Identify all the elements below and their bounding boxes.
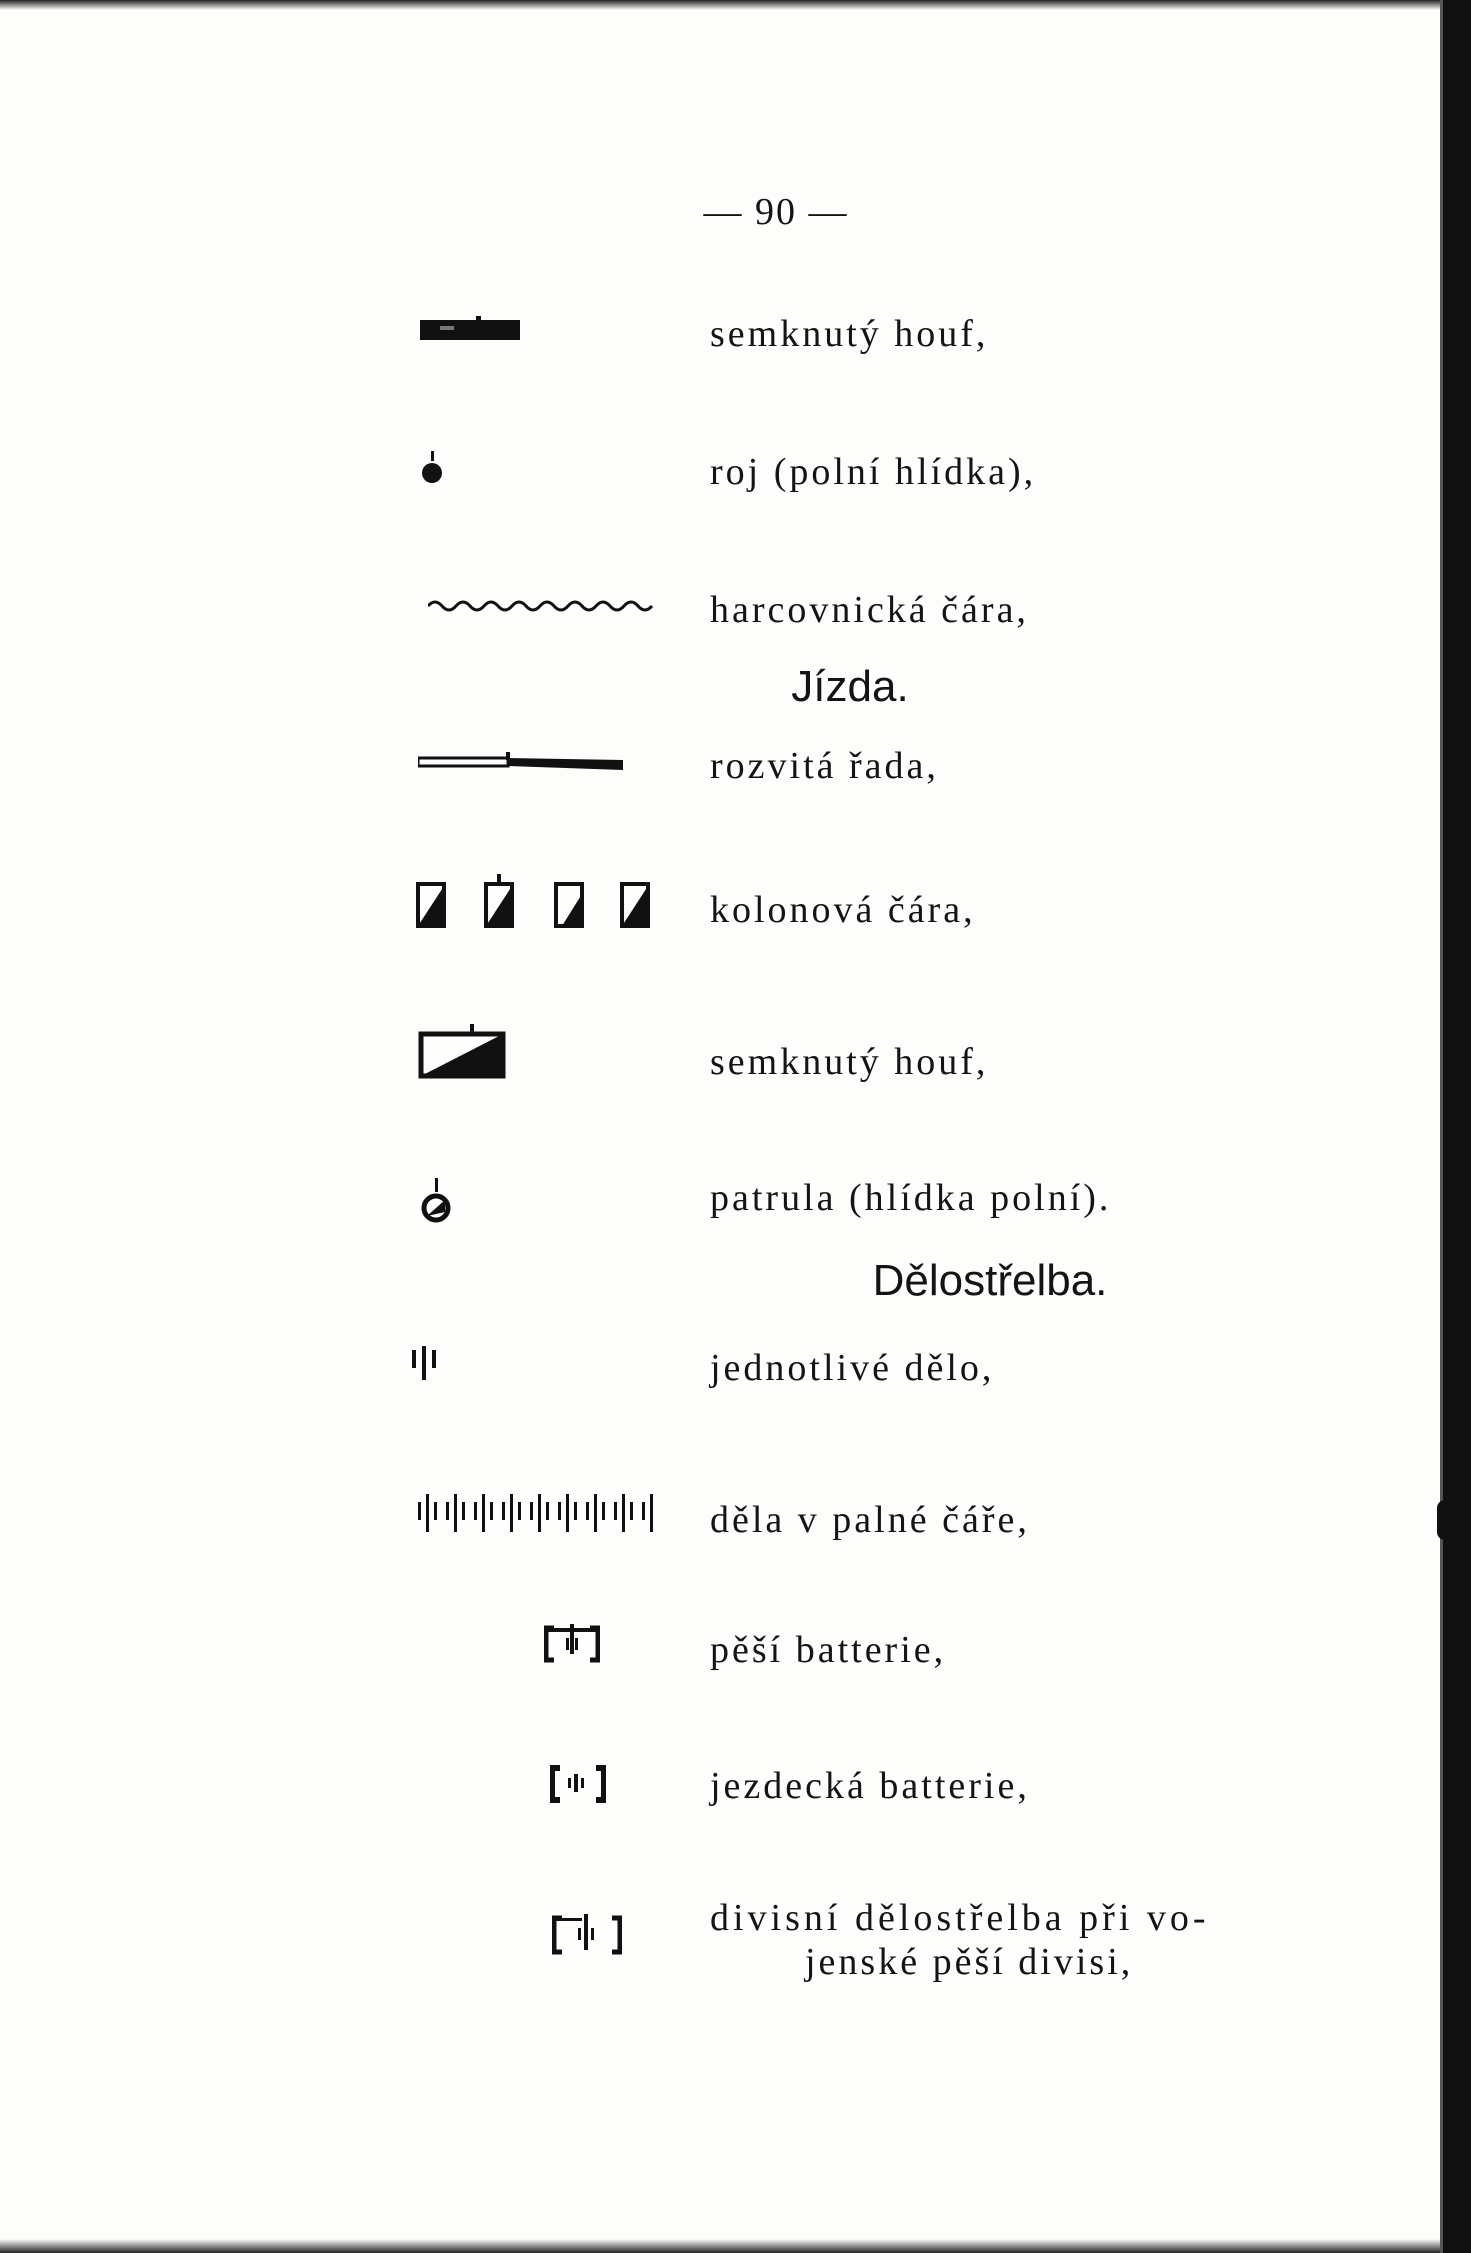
entry-label: jezdecká batterie, (710, 1765, 1030, 1807)
gun-line-icon (418, 1488, 654, 1538)
half-filled-box-icon (418, 1024, 510, 1080)
filled-drop-icon (421, 451, 443, 487)
section-heading: Jízda. (791, 662, 909, 711)
entry-label: děla v palné čáře, (710, 1499, 1030, 1541)
entry-label: semknutý houf, (710, 1041, 989, 1083)
entry-label: patrula (hlídka polní). (710, 1177, 1112, 1219)
hollow-drop-icon (421, 1178, 451, 1224)
division-artillery-icon (552, 1912, 622, 1956)
column-flags-icon (416, 874, 656, 934)
horse-battery-icon (550, 1764, 606, 1804)
long-bar-icon (418, 750, 628, 776)
page-bottom-edge (0, 2239, 1443, 2253)
entry-label: rozvitá řada, (710, 745, 939, 787)
page-right-edge (1443, 0, 1471, 2253)
page-number: — 90 — (703, 191, 849, 233)
entry-label: kolonová čára, (710, 889, 976, 931)
entry-label: roj (polní hlídka), (710, 451, 1037, 493)
entry-label: divisní dělostřelba při vo- (710, 1897, 1210, 1939)
page-tab-mark (1437, 1500, 1453, 1540)
foot-battery-icon (544, 1624, 600, 1664)
section-heading: Dělostřelba. (872, 1256, 1108, 1305)
closed-column-icon (420, 316, 520, 342)
single-gun-icon (410, 1344, 440, 1380)
page-top-edge (0, 0, 1443, 10)
entry-label-continuation: jenské pěší divisi, (805, 1941, 1134, 1983)
entry-label: jednotlivé dělo, (710, 1347, 995, 1389)
entry-label: semknutý houf, (710, 313, 989, 355)
wavy-line-icon (428, 596, 658, 616)
entry-label: pěší batterie, (710, 1629, 947, 1671)
entry-label: harcovnická čára, (710, 589, 1029, 631)
